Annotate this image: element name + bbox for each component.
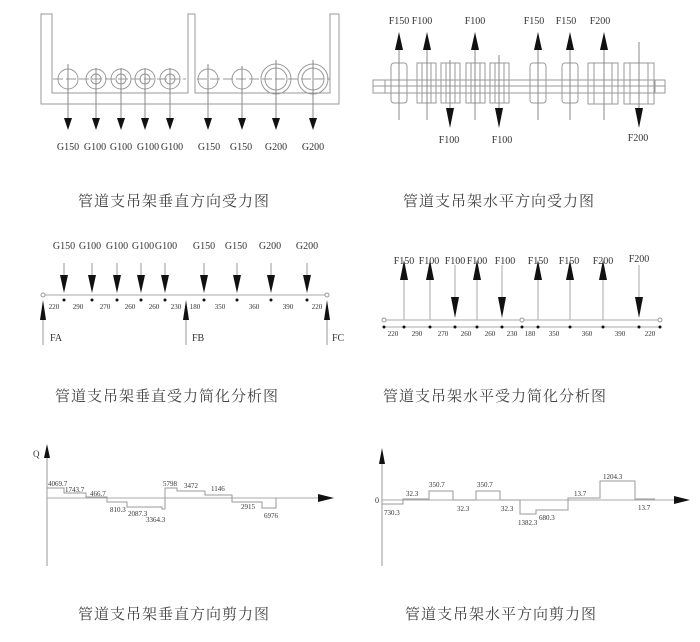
- load-label: F100: [418, 256, 440, 267]
- load-label: F150: [388, 16, 410, 27]
- span-label: 270: [99, 303, 111, 311]
- span-label: 260: [148, 303, 160, 311]
- load-label: F100: [494, 256, 516, 267]
- shear-value: 466.7: [90, 490, 106, 498]
- horizontal-force-caption: 管道支吊架水平方向受力图: [403, 192, 596, 210]
- horizontal-simplified-diagram: [350, 240, 700, 350]
- horizontal-beam-drawing: [350, 240, 700, 350]
- span-label: 360: [581, 330, 593, 338]
- vertical-simplified-caption: 管道支吊架垂直受力简化分析图: [55, 387, 280, 405]
- shear-value: 350.7: [429, 481, 445, 489]
- load-label: G200: [301, 142, 325, 153]
- shear-value: 1204.3: [603, 473, 623, 481]
- vertical-simplified-diagram: [0, 225, 350, 355]
- shear-value: 680.3: [539, 514, 555, 522]
- load-label: F200: [589, 16, 611, 27]
- load-label: F150: [393, 256, 415, 267]
- load-label: G200: [295, 241, 319, 252]
- load-label: G150: [52, 241, 76, 252]
- vertical-beam-drawing: [0, 225, 350, 355]
- load-label: F150: [523, 16, 545, 27]
- load-label: G200: [258, 241, 282, 252]
- load-label: F100: [438, 135, 460, 146]
- span-label: 180: [189, 303, 201, 311]
- span-label: 290: [72, 303, 84, 311]
- shear-value: 13.7: [638, 504, 651, 512]
- shear-value: 5798: [163, 480, 177, 488]
- load-label: G150: [224, 241, 248, 252]
- span-label: 260: [124, 303, 136, 311]
- span-label: 360: [248, 303, 260, 311]
- load-label: F100: [444, 256, 466, 267]
- load-label: F100: [466, 256, 488, 267]
- shear-value: 3364.3: [146, 516, 166, 524]
- span-label: 290: [411, 330, 423, 338]
- shear-value: 32.3: [501, 505, 514, 513]
- shear-value: 1743.7: [65, 486, 85, 494]
- load-label: G100: [160, 142, 184, 153]
- load-label: G150: [229, 142, 253, 153]
- vertical-force-diagram: [0, 0, 350, 175]
- shear-value: 32.3: [457, 505, 470, 513]
- reaction-label: FA: [50, 333, 63, 344]
- shear-value: 2915: [241, 503, 255, 511]
- span-label: 350: [214, 303, 226, 311]
- reaction-label: FB: [192, 333, 205, 344]
- span-label: 180: [524, 330, 536, 338]
- shear-value: 1146: [211, 485, 225, 493]
- span-label: 220: [311, 303, 323, 311]
- shear-value: 32.3: [406, 490, 419, 498]
- load-label: G200: [264, 142, 288, 153]
- shear-value: 13.7: [574, 490, 587, 498]
- origin-label: 0: [375, 496, 379, 505]
- load-label: F150: [558, 256, 580, 267]
- span-label: 260: [484, 330, 496, 338]
- load-label: F100: [411, 16, 433, 27]
- horizontal-force-diagram: [350, 0, 700, 175]
- horizontal-shear-diagram: [360, 440, 700, 580]
- reaction-label: FC: [332, 333, 345, 344]
- horizontal-force-drawing: [350, 0, 700, 175]
- load-label: F200: [628, 254, 650, 265]
- shear-value: 6976: [264, 512, 278, 520]
- shear-value: 730.3: [384, 509, 400, 517]
- load-label: G150: [192, 241, 216, 252]
- vertical-shear-plot: [0, 440, 350, 580]
- load-label: F200: [592, 256, 614, 267]
- span-label: 220: [387, 330, 399, 338]
- shear-value: 350.7: [477, 481, 493, 489]
- vertical-shear-caption: 管道支吊架垂直方向剪力图: [78, 605, 271, 623]
- shear-value: 810.3: [110, 506, 126, 514]
- vertical-force-caption: 管道支吊架垂直方向受力图: [78, 192, 271, 210]
- shear-value: 2087.3: [128, 510, 148, 518]
- load-label: G100: [83, 142, 107, 153]
- span-label: 270: [437, 330, 449, 338]
- horizontal-shear-plot: [360, 440, 700, 580]
- load-label: G150: [56, 142, 80, 153]
- load-label: G150: [197, 142, 221, 153]
- load-label: G100: [105, 241, 129, 252]
- shear-value: 3472: [184, 482, 198, 490]
- load-label: G100: [136, 142, 160, 153]
- span-label: 220: [48, 303, 60, 311]
- load-label: F150: [527, 256, 549, 267]
- span-label: 350: [548, 330, 560, 338]
- span-label: 230: [506, 330, 518, 338]
- span-label: 390: [282, 303, 294, 311]
- span-label: 220: [644, 330, 656, 338]
- q-axis-label: Q: [33, 449, 40, 459]
- vertical-force-drawing: [0, 0, 350, 175]
- horizontal-simplified-caption: 管道支吊架水平受力简化分析图: [383, 387, 608, 405]
- load-label: F150: [555, 16, 577, 27]
- span-label: 390: [614, 330, 626, 338]
- shear-value: 4069.7: [48, 480, 68, 488]
- load-label: G100: [78, 241, 102, 252]
- load-label: G100: [154, 241, 178, 252]
- span-label: 260: [460, 330, 472, 338]
- load-label: F200: [627, 133, 649, 144]
- shear-value: 1382.3: [518, 519, 538, 527]
- vertical-shear-diagram: [0, 440, 350, 580]
- load-label: F100: [491, 135, 513, 146]
- load-label: G100: [131, 241, 155, 252]
- horizontal-shear-caption: 管道支吊架水平方向剪力图: [405, 605, 598, 623]
- load-label: F100: [464, 16, 486, 27]
- span-label: 230: [170, 303, 182, 311]
- load-label: G100: [109, 142, 133, 153]
